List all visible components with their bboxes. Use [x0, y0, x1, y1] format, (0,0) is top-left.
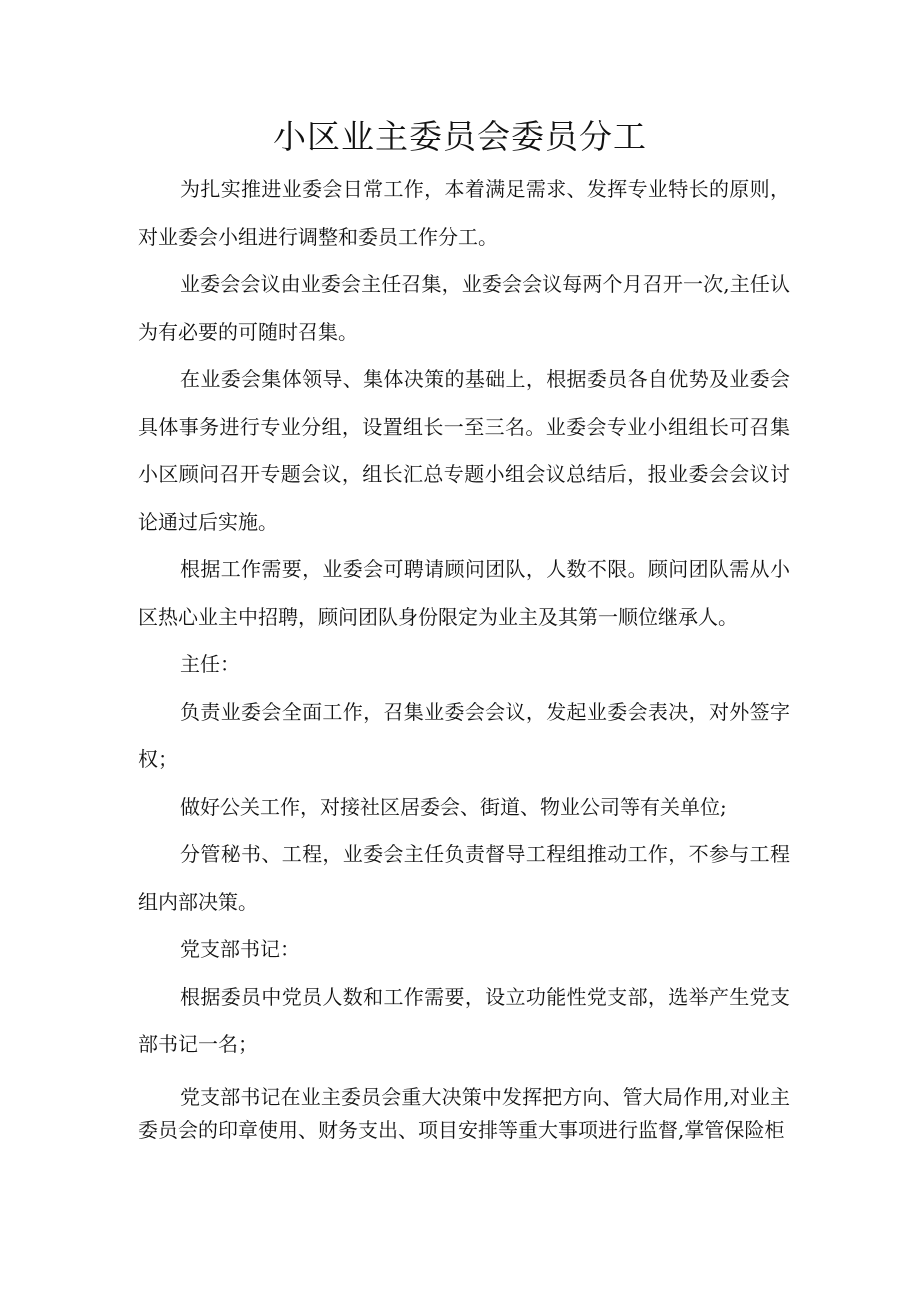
document-body: [138, 166, 790, 1147]
paragraph-director-duty-1: 负责业委会全面工作，召集业委会会议，发起业委会表决，对外签字权；: [138, 699, 790, 771]
heading-director: 主任：: [180, 652, 240, 676]
document-title: 小区业主委员会委员分工: [273, 117, 647, 156]
paragraph-secretary-duty-2: 党支部书记在业主委员会重大决策中发挥把方向、管大局作用,对业主委员会的印章使用、财务支出、项目安排等重大事项进行监督,掌管保险柜: [138, 1084, 790, 1142]
paragraph-secretary-duty-1: 根据委员中党员人数和工作需要，设立功能性党支部，选举产生党支部书记一名；: [138, 984, 790, 1056]
paragraph-intro: 为扎实推进业委会日常工作，本着满足需求、发挥专业特长的原则，对业委会小组进行调整和委员工作分工。: [138, 177, 790, 249]
heading-party-secretary: 党支部书记：: [180, 937, 300, 961]
paragraph-director-duty-2: 做好公关工作，对接社区居委会、街道、物业公司等有关单位;: [180, 794, 727, 819]
paragraph-meeting: 业委会会议由业委会主任召集，业委会会议每两个月召开一次,主任认为有必要的可随时召集。: [138, 272, 790, 344]
paragraph-director-duty-3: 分管秘书、工程，业委会主任负责督导工程组推动工作，不参与工程组内部决策。: [138, 842, 790, 914]
paragraph-grouping: 在业委会集体领导、集体决策的基础上，根据委员各自优势及业委会具体事务进行专业分组，设置组长一至三名。业委会专业小组组长可召集小区顾问召开专题会议，组长汇总专题小组会议总结后，报业委会会议讨论通过后实施。: [138, 367, 790, 534]
paragraph-advisors: 根据工作需要，业委会可聘请顾问团队，人数不限。顾问团队需从小区热心业主中招聘，顾问团队身份限定为业主及其第一顺位继承人。: [138, 557, 790, 629]
